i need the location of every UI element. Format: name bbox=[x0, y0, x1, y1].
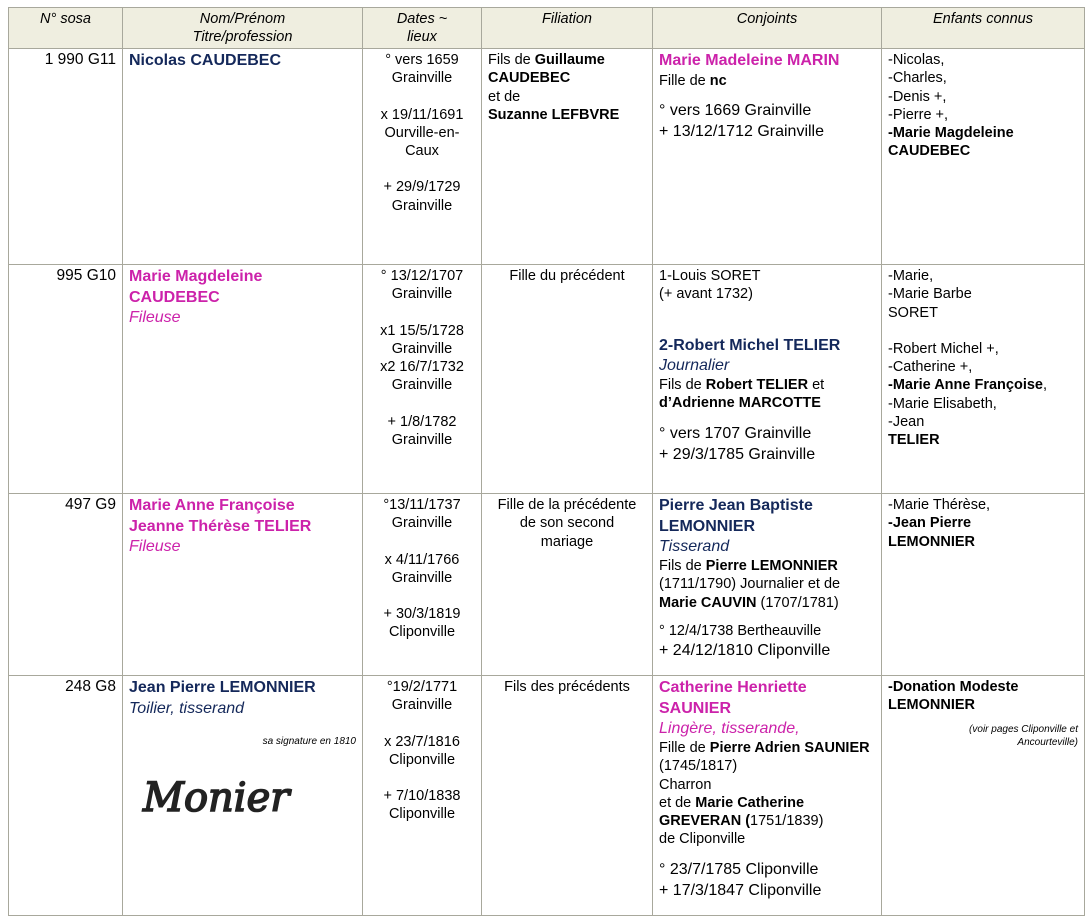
profession: Toilier, tisserand bbox=[129, 699, 245, 717]
table-row bbox=[9, 49, 1085, 265]
spouse-name: Pierre Jean Baptiste LEMONNIER bbox=[659, 497, 813, 535]
header-enfants: Enfants connus bbox=[882, 8, 1085, 49]
signature-image bbox=[139, 771, 356, 834]
spouse-cell: 1-Louis SORET (+ avant 1732) 2-Robert Michel TELIER Journalier Fils de Robert TELIER et d’Adrienne MARCOTTE ° vers 1707 Grainville + 29/3/1785 Grainville bbox=[653, 265, 882, 494]
sosa-cell: 995 G10 bbox=[9, 265, 123, 494]
sosa-cell: 1 990 G11 bbox=[9, 49, 123, 265]
profession: Fileuse bbox=[129, 538, 181, 555]
children-cell: -Nicolas, -Charles, -Denis +, -Pierre +, -Marie Magdeleine CAUDEBEC bbox=[882, 49, 1085, 265]
spouse-cell: Pierre Jean Baptiste LEMONNIER Tisserand Fils de Pierre LEMONNIER (1711/1790) Journalier et de Marie CAUVIN (1707/1781) ° 12/4/1738 Bertheauville + 24/12/1810 Cliponville bbox=[653, 494, 882, 676]
header-conjoints: Conjoints bbox=[653, 8, 882, 49]
person-name: Jean Pierre LEMONNIER bbox=[129, 679, 316, 696]
spouse-cell: Catherine Henriette SAUNIER Lingère, tisserande, Fille de Pierre Adrien SAUNIER (1745/1817) Charron et de Marie Catherine GREVERAN (1751/1839) de Cliponville ° 23/7/1785 Cliponville + 17/3/1847 Cliponville bbox=[653, 676, 882, 916]
header-dates: Dates ~ lieux bbox=[363, 8, 482, 49]
sosa-cell: 248 G8 bbox=[9, 676, 123, 916]
table-row bbox=[9, 494, 1085, 676]
note: (voir pages Cliponville et Ancourteville) bbox=[969, 723, 1078, 748]
spouse-profession: Tisserand bbox=[659, 538, 730, 555]
dates-cell: °19/2/1771 Grainville x 23/7/1816 Cliponville + 7/10/1838 Cliponville bbox=[363, 676, 482, 916]
spouse-profession: Lingère, tisserande, bbox=[659, 720, 800, 737]
filiation-cell: Fils des précédents bbox=[482, 676, 653, 916]
signature-caption: sa signature en 1810 bbox=[262, 735, 356, 747]
spouse-name: 2-Robert Michel TELIER bbox=[659, 336, 841, 354]
name-cell bbox=[123, 494, 363, 676]
svg-text:Monier: Monier bbox=[143, 774, 290, 821]
profession: Fileuse bbox=[129, 309, 181, 326]
filiation-cell: Fille du précédent bbox=[482, 265, 653, 494]
person-name: Marie Anne Françoise Jeanne Thérèse TELIER bbox=[129, 497, 312, 535]
header-nom: Nom/Prénom Titre/profession bbox=[123, 8, 363, 49]
name-cell bbox=[123, 265, 363, 494]
spouse-name: Catherine Henriette SAUNIER bbox=[659, 679, 807, 717]
dates-cell: ° 13/12/1707 Grainville x1 15/5/1728 Grainville x2 16/7/1732 Grainville + 1/8/1782 Grainville bbox=[363, 265, 482, 494]
person-name: Nicolas CAUDEBEC bbox=[129, 52, 282, 69]
children-cell: -Marie, -Marie Barbe SORET -Robert Michel +, -Catherine +, -Marie Anne Françoise, -Marie Elisabeth, -Jean TELIER bbox=[882, 265, 1085, 494]
header-filiation: Filiation bbox=[482, 8, 653, 49]
header-sosa: N° sosa bbox=[9, 8, 123, 49]
name-cell bbox=[123, 49, 363, 265]
filiation-cell: Fille de la précédente de son second mariage bbox=[482, 494, 653, 676]
genealogy-table bbox=[8, 7, 1085, 916]
dates-cell: ° vers 1659 Grainville x 19/11/1691 Ourville-en- Caux + 29/9/1729 Grainville bbox=[363, 49, 482, 265]
children-cell: -Marie Thérèse, -Jean Pierre LEMONNIER bbox=[882, 494, 1085, 676]
spouse-cell: Marie Madeleine MARIN Fille de nc ° vers 1669 Grainville + 13/12/1712 Grainville bbox=[653, 49, 882, 265]
children-cell: -Donation Modeste LEMONNIER (voir pages Cliponville et Ancourteville) bbox=[882, 676, 1085, 916]
header-row bbox=[9, 8, 1085, 49]
sosa-cell: 497 G9 bbox=[9, 494, 123, 676]
spouse-name: Marie Madeleine MARIN bbox=[659, 52, 840, 69]
spouse-profession: Journalier bbox=[659, 357, 730, 375]
filiation-cell: Fils de Guillaume CAUDEBEC et de Suzanne LEFBVRE bbox=[482, 49, 653, 265]
person-name: Marie Magdeleine CAUDEBEC bbox=[129, 268, 263, 306]
dates-cell: °13/11/1737 Grainville x 4/11/1766 Grainville + 30/3/1819 Cliponville bbox=[363, 494, 482, 676]
table-row bbox=[9, 265, 1085, 494]
